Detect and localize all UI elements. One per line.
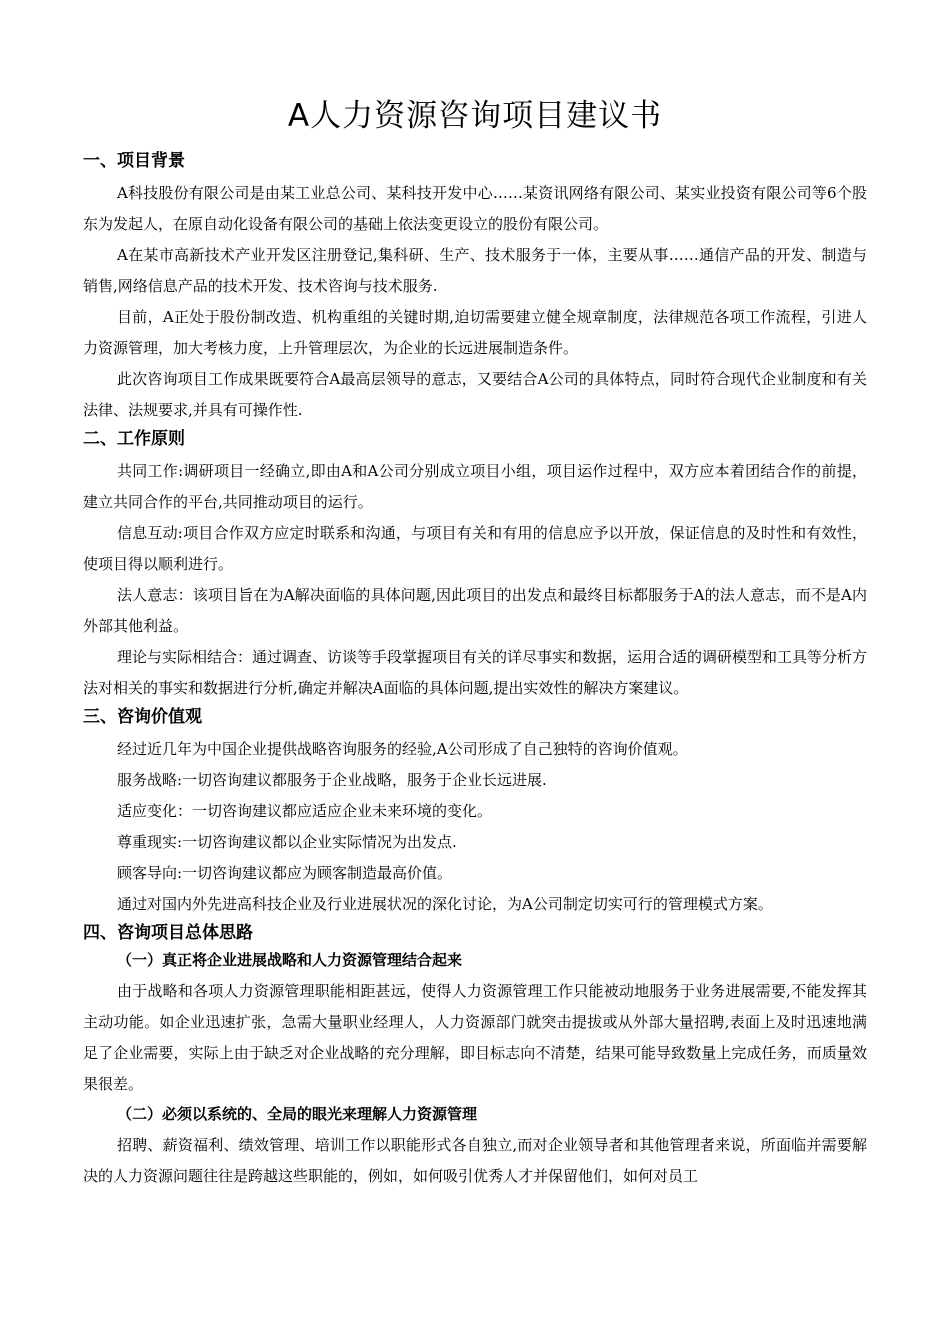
paragraph: 通过对国内外先进高科技企业及行业进展状况的深化讨论，为A公司制定切实可行的管理模式方案。 <box>117 895 773 913</box>
paragraph: 由于战略和各项人力资源管理职能相距甚远，使得人力资源管理工作只能被动地服务于业务进展需要,不能发挥其主动功能。如企业迅速扩张，急需大量职业经理人，人力资源部门就突击提拔或从外部大量招聘,表面上及时迅速地满足了企业需要，实际上由于缺乏对企业战略的充分理解，即目标志向不清楚，结果可能导致数量上完成任务，而质量效果很差。 <box>83 982 867 1093</box>
paragraph: 理论与实际相结合：通过调查、访谈等手段掌握项目有关的详尽事实和数据，运用合适的调研模型和工具等分析方法对相关的事实和数据进行分析,确定并解决A面临的具体问题,提出实效性的解决方案建议。 <box>83 648 868 697</box>
paragraph: 适应变化：一切咨询建议都应适应企业未来环境的变化。 <box>117 802 493 820</box>
section-heading-principles: 二、工作原则 <box>83 429 185 449</box>
paragraph: 共同工作:调研项目一经确立,即由A和A公司分别成立项目小组，项目运作过程中，双方应本着团结合作的前提，建立共同合作的平台,共同推动项目的运行。 <box>83 462 867 511</box>
subsection-heading: （一）真正将企业进展战略和人力资源管理结合起来 <box>117 951 463 969</box>
paragraph: 服务战略:一切咨询建议都服务于企业战略，服务于企业长远进展. <box>117 771 547 789</box>
paragraph: A在某市高新技术产业开发区注册登记,集科研、生产、技术服务于一体，主要从事……通信产品的开发、制造与销售,网络信息产品的技术开发、技术咨询与技术服务. <box>83 246 867 295</box>
paragraph: 法人意志：该项目旨在为A解决面临的具体问题,因此项目的出发点和最终目标都服务于A的法人意志，而不是A内外部其他利益。 <box>83 586 867 635</box>
paragraph: A科技股份有限公司是由某工业总公司、某科技开发中心……某资讯网络有限公司、某实业投资有限公司等6个股东为发起人，在原自动化设备有限公司的基础上依法变更设立的股份有限公司。 <box>83 184 867 233</box>
paragraph: 顾客导向:一切咨询建议都应为顾客制造最高价值。 <box>117 864 453 882</box>
paragraph: 此次咨询项目工作成果既要符合A最高层领导的意志，又要结合A公司的具体特点，同时符合现代企业制度和有关法律、法规要求,并具有可操作性. <box>83 370 867 419</box>
section-heading-values: 三、咨询价值观 <box>83 707 202 727</box>
document-page <box>83 96 867 1192</box>
paragraph: 目前，A正处于股份制改造、机构重组的关键时期,迫切需要建立健全规章制度，法律规范各项工作流程，引进人力资源管理，加大考核力度，上升管理层次，为企业的长远进展制造条件。 <box>83 308 867 357</box>
section-heading-approach: 四、咨询项目总体思路 <box>83 923 253 943</box>
subsection-heading: （二）必须以系统的、全局的眼光来理解人力资源管理 <box>117 1105 478 1123</box>
section-heading-background: 一、项目背景 <box>83 151 185 171</box>
paragraph: 招聘、薪资福利、绩效管理、培训工作以职能形式各自独立,而对企业领导者和其他管理者来说，所面临并需要解决的人力资源问题往往是跨越这些职能的，例如，如何吸引优秀人才并保留他们，如何对员工 <box>83 1136 867 1185</box>
paragraph: 信息互动:项目合作双方应定时联系和沟通，与项目有关和有用的信息应予以开放，保证信息的及时性和有效性，使项目得以顺利进行。 <box>83 524 867 573</box>
paragraph: 经过近几年为中国企业提供战略咨询服务的经验,A公司形成了自己独特的咨询价值观。 <box>117 740 688 758</box>
paragraph: 尊重现实:一切咨询建议都以企业实际情况为出发点. <box>117 833 457 851</box>
document-title: A人力资源咨询项目建议书 <box>287 98 663 134</box>
